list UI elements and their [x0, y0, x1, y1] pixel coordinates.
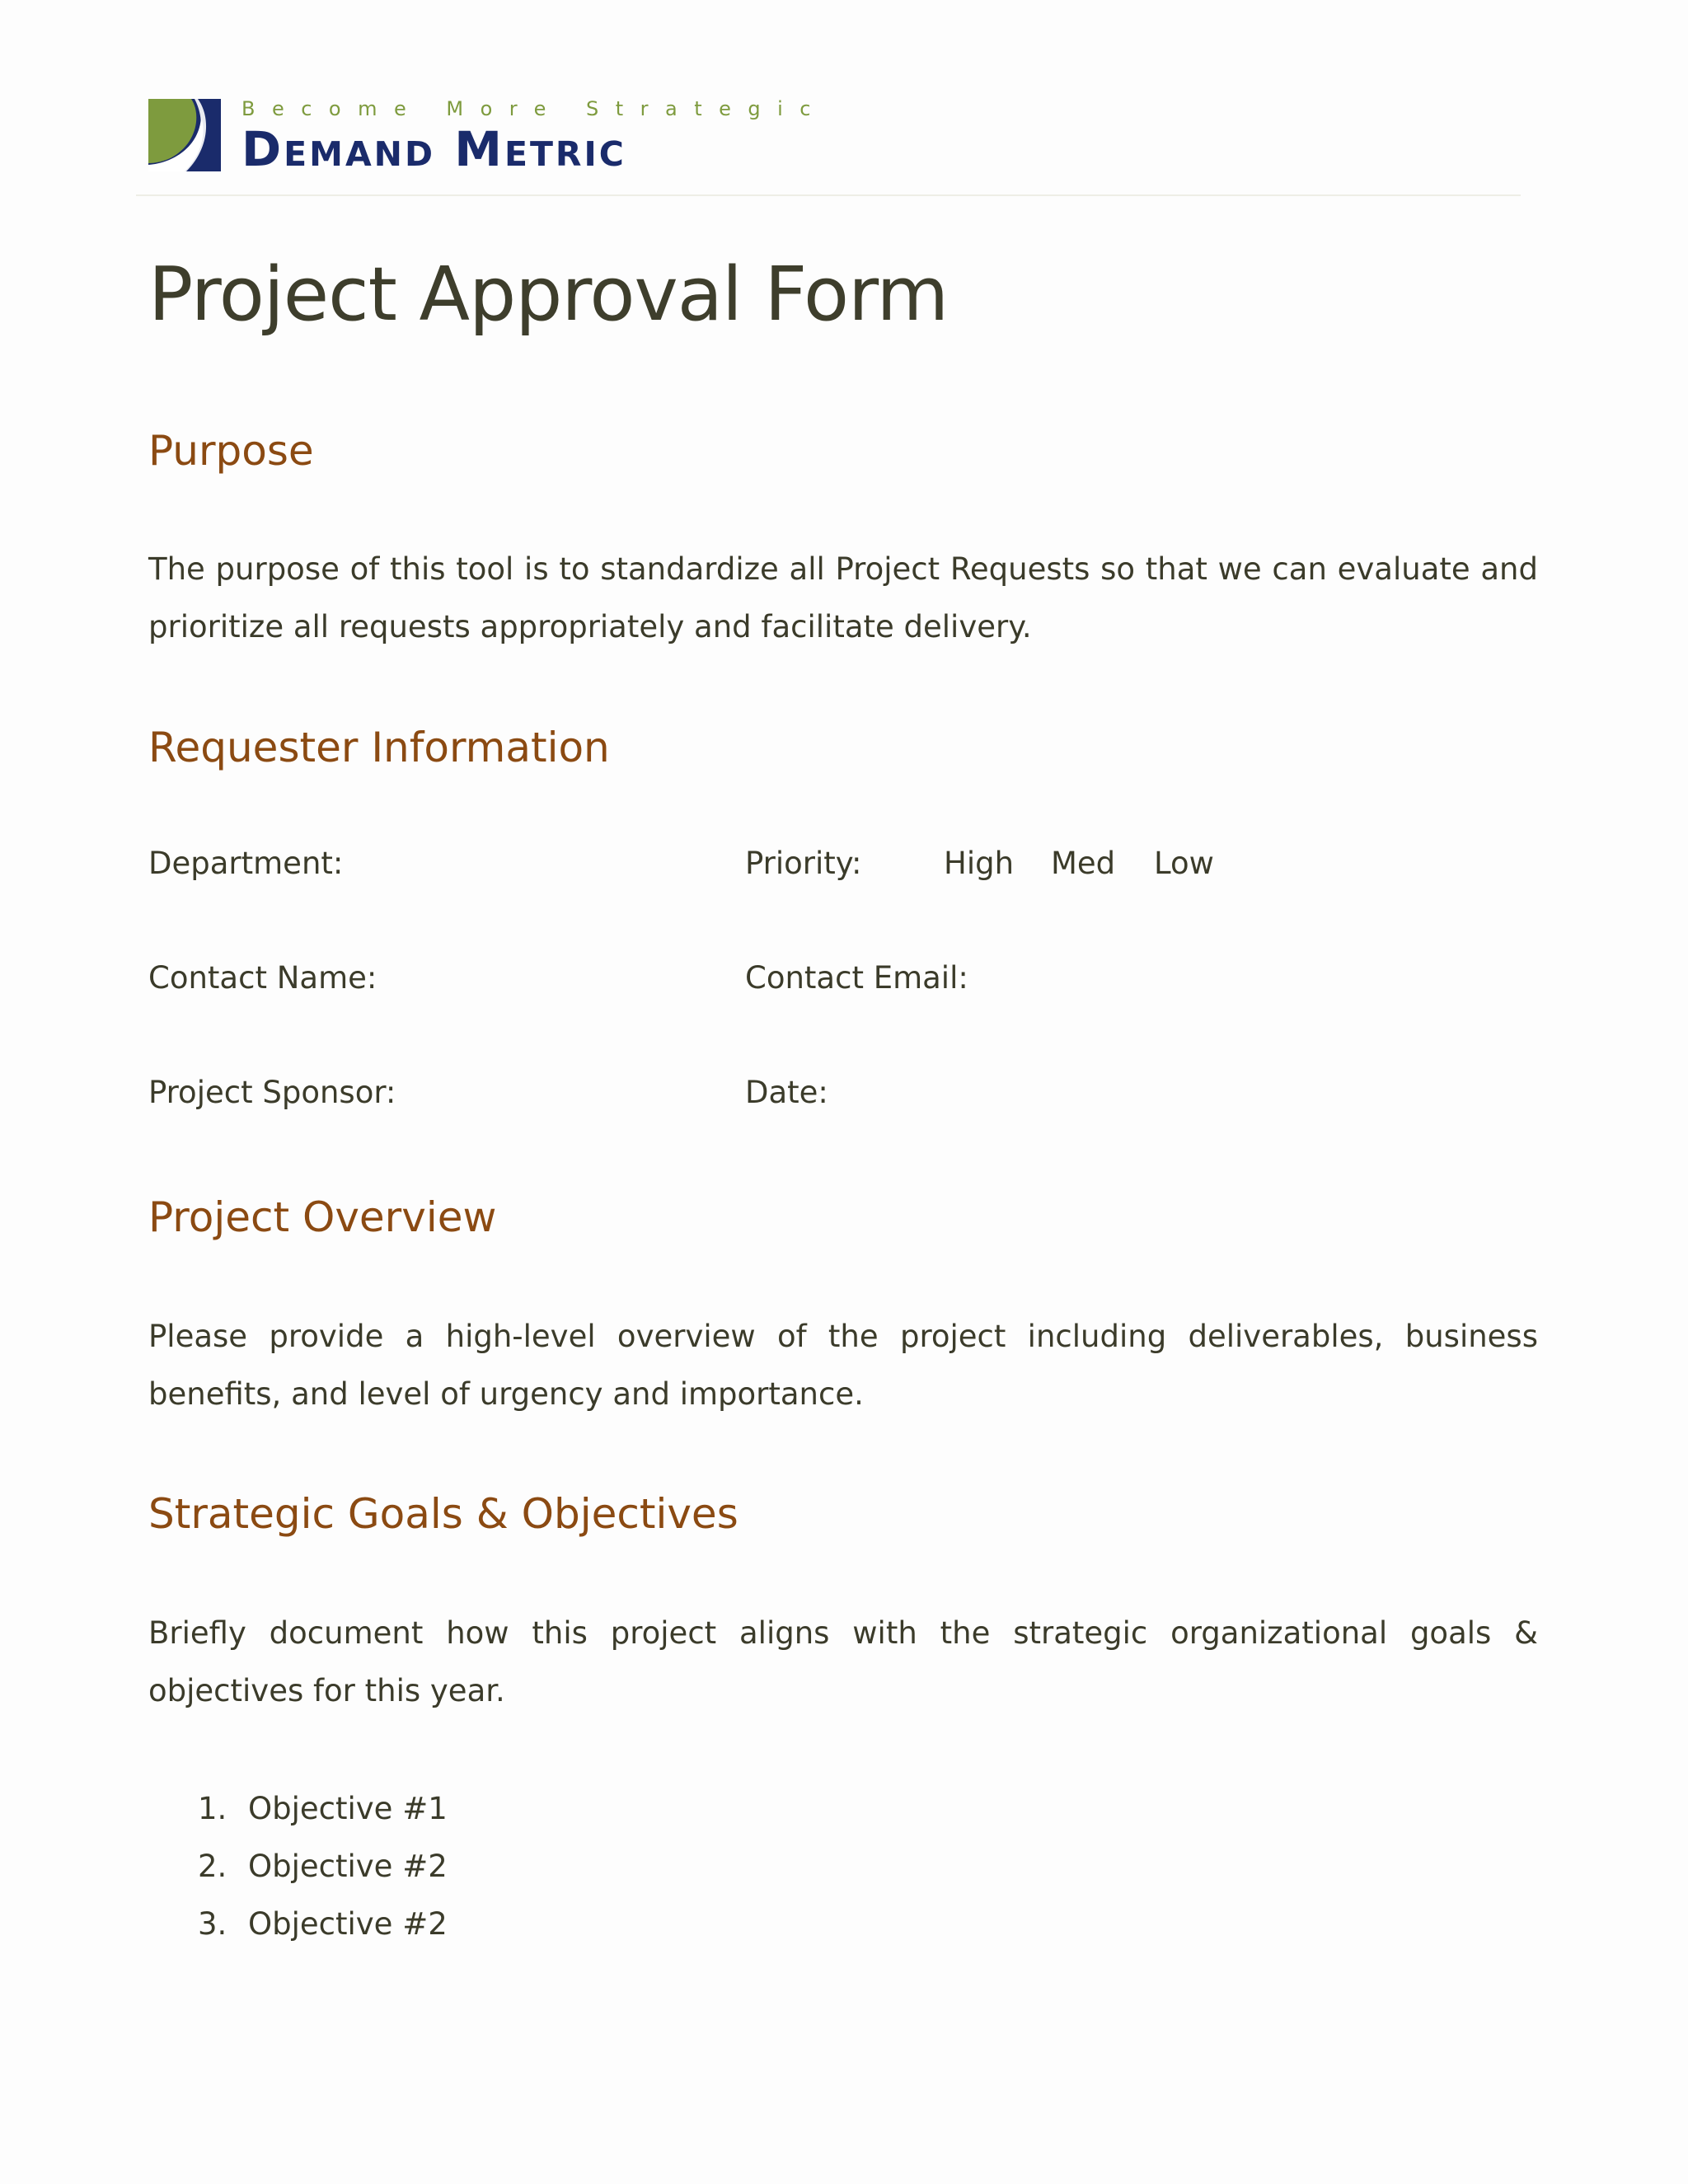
priority-option-low[interactable]: Low [1154, 846, 1214, 881]
list-item-label: Objective #2 [248, 1849, 448, 1884]
date-label: Date: [745, 1075, 828, 1110]
logo-tagline: Become More Strategic [241, 97, 828, 120]
goals-text: Briefly document how this project aligns with the strategic organizational goals & objectives for this year. [148, 1615, 1538, 1708]
company-logo [148, 97, 828, 180]
requester-heading: Requester Information [148, 724, 610, 771]
priority-option-high[interactable]: High [944, 846, 1015, 881]
purpose-text: The purpose of this tool is to standardize all Project Requests so that we can evaluate and prioritize all requests appropriately and facilitate delivery. [148, 551, 1538, 644]
list-item-number: 1. [198, 1791, 227, 1826]
header-divider [136, 194, 1521, 196]
logo-brand-name: Demand Metric [241, 121, 626, 177]
priority-label: Priority: [745, 846, 862, 881]
department-label: Department: [148, 846, 344, 881]
list-item-number: 2. [198, 1849, 227, 1884]
demand-metric-logo-icon [148, 99, 221, 171]
contact-name-label: Contact Name: [148, 960, 377, 996]
page-title: Project Approval Form [148, 251, 949, 338]
list-item-number: 3. [198, 1906, 227, 1942]
list-item-label: Objective #2 [248, 1906, 448, 1942]
overview-text: Please provide a high-level overview of the project including deliverables, business benefits, and level of urgency and importance. [148, 1319, 1538, 1412]
overview-heading: Project Overview [148, 1193, 497, 1241]
purpose-heading: Purpose [148, 427, 314, 475]
list-item-label: Objective #1 [248, 1791, 448, 1826]
project-sponsor-label: Project Sponsor: [148, 1075, 396, 1110]
priority-option-med[interactable]: Med [1051, 846, 1116, 881]
contact-email-label: Contact Email: [745, 960, 968, 996]
goals-heading: Strategic Goals & Objectives [148, 1490, 738, 1538]
